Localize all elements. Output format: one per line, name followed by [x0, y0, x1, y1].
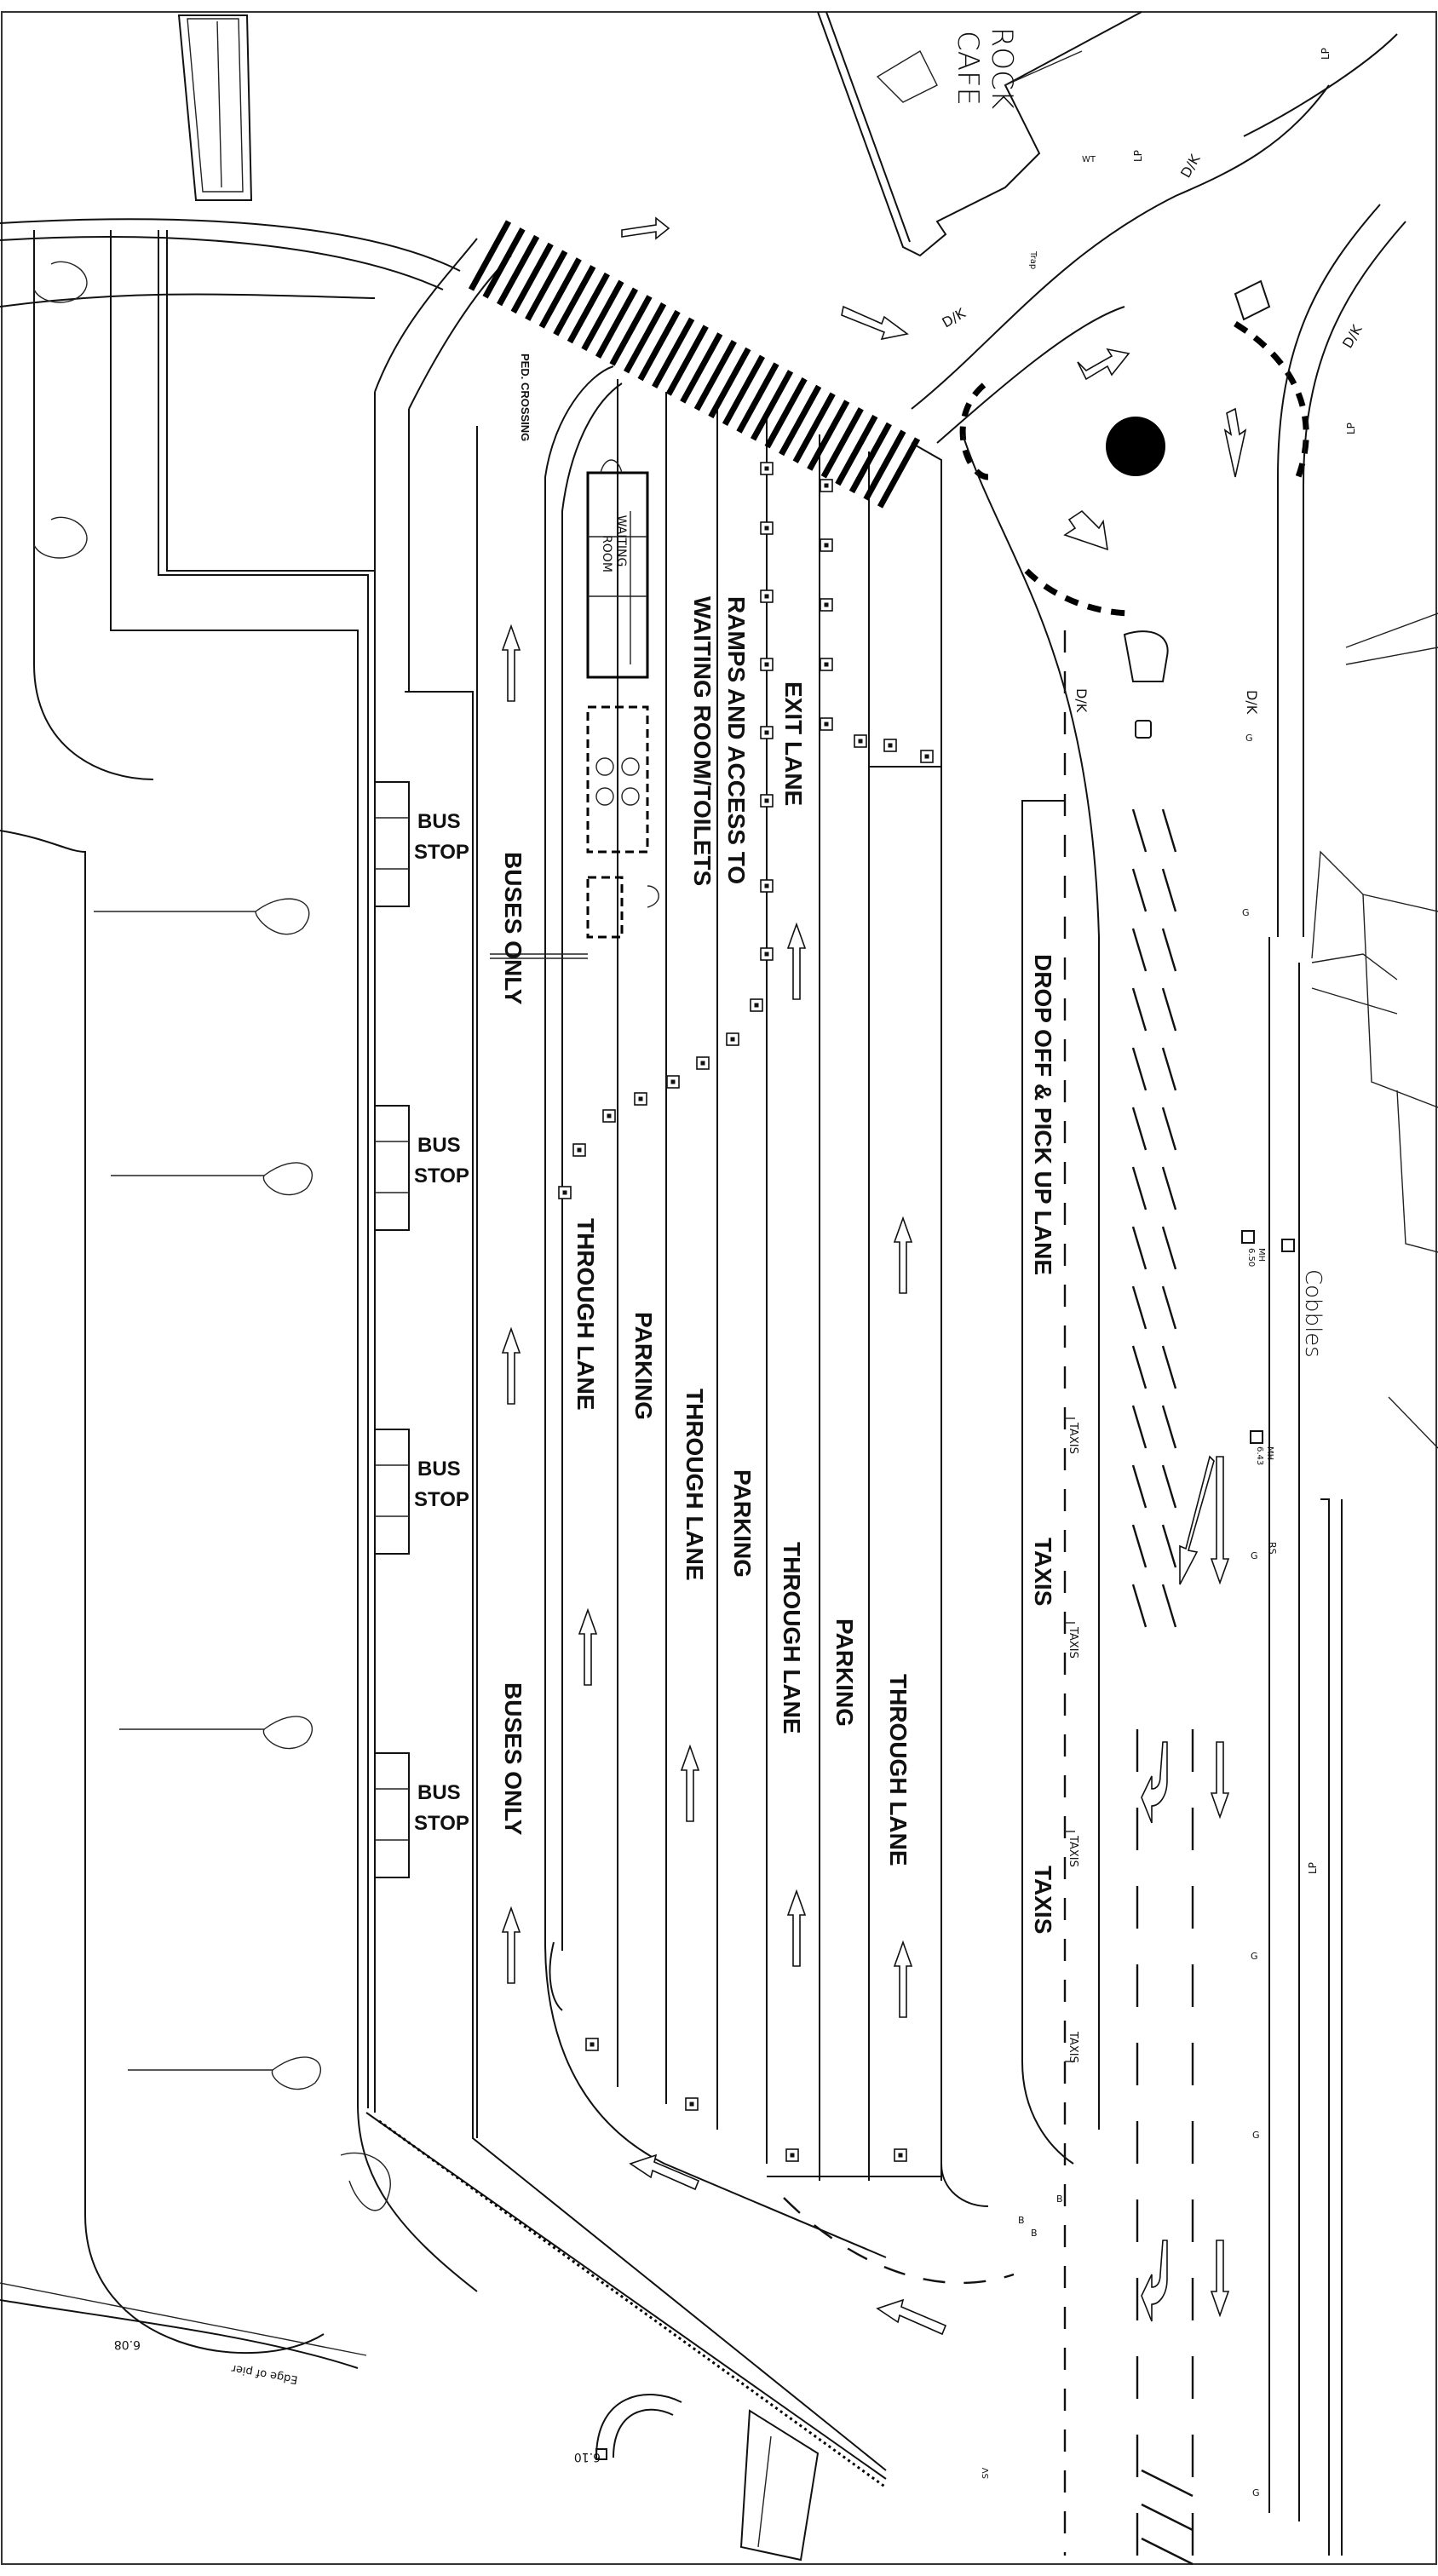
turn-arrow: [1142, 2240, 1167, 2321]
bollard-dot: [690, 2102, 694, 2107]
bus-stop-2-line2: STOP: [414, 1164, 469, 1187]
hatch-line: [1133, 1167, 1146, 1210]
traffic-arrow-down: [1211, 1742, 1228, 1817]
zebra-stripe: [710, 348, 748, 417]
bus-stop-1-line2: STOP: [414, 841, 469, 864]
bollard-dot: [859, 739, 863, 744]
bollard-dot: [755, 1003, 759, 1008]
zebra-stripe: [486, 229, 523, 297]
hatch-line: [1163, 929, 1176, 971]
bollard-dot: [899, 2153, 903, 2158]
zebra-stripe: [613, 296, 650, 365]
traffic-arrow-down: [1211, 1457, 1228, 1583]
g-label-2: G: [1242, 907, 1250, 918]
bollard-dot: [765, 799, 769, 803]
lane-arrow-up: [503, 1908, 520, 1983]
hatch-line: [1133, 1525, 1146, 1567]
bollard-dot: [563, 1191, 567, 1195]
g-label-1: G: [1245, 733, 1253, 744]
ramps-label-1: RAMPS AND ACCESS TO: [723, 596, 750, 885]
zebra-stripe: [499, 237, 537, 305]
waiting-room-label-1: WAITING: [614, 515, 628, 567]
dk-label-2: D/K: [1177, 152, 1204, 181]
drawing-frame: [2, 12, 1436, 2564]
bus-stop-1-line1: BUS: [417, 810, 461, 833]
through-lane-label-2: THROUGH LANE: [682, 1389, 708, 1581]
roundabout: [622, 34, 1406, 2130]
taxis-label-2: TAXIS: [1030, 1866, 1056, 1935]
lane-arrow-up: [894, 1942, 912, 2017]
hatch-line: [1133, 1107, 1146, 1150]
hatch-line: [1133, 1584, 1146, 1627]
hatch-line: [1163, 809, 1176, 852]
g-label-6: G: [1252, 2487, 1260, 2498]
lane-arrow-up: [503, 626, 520, 701]
bollard-dot: [607, 1114, 612, 1118]
ramps-label-2: WAITING ROOM/TOILETS: [689, 596, 716, 887]
hatch-line: [1163, 1048, 1176, 1090]
lane-arrow-up: [894, 1218, 912, 1293]
bus-lane-label-lower: BUSES ONLY: [500, 1682, 526, 1836]
hatch-line: [1133, 1465, 1146, 1508]
hatch-line: [1163, 1406, 1176, 1448]
roundabout-centre: [1106, 417, 1165, 476]
bus-stop-4-line1: BUS: [417, 1781, 461, 1804]
hatch-line: [1163, 1286, 1176, 1329]
taxis-small-1: TAXIS: [1067, 1423, 1079, 1454]
lp-label-2: LP: [1345, 423, 1357, 434]
right-roads: [1269, 613, 1438, 2556]
lane-arrow-up: [682, 1746, 699, 1821]
bollard-dot: [765, 952, 769, 957]
level-608: 6.08: [113, 2337, 141, 2351]
taxis-small-4: TAXIS: [1067, 2032, 1079, 2063]
zebra-stripe: [781, 386, 819, 454]
through-lane-label-3: THROUGH LANE: [779, 1542, 805, 1734]
bollard-dot: [825, 663, 829, 667]
bollard-dot: [639, 1097, 643, 1101]
zebra-stripe: [584, 281, 621, 349]
turn-arrow: [1142, 1742, 1167, 1823]
lp-label-1: LP: [1132, 150, 1144, 162]
hatch-line: [1133, 929, 1146, 971]
traffic-arrow-down: [1211, 2240, 1228, 2315]
bollard-dot: [825, 603, 829, 607]
bollard-dot: [825, 484, 829, 488]
lane-arrow-up: [579, 1610, 596, 1685]
diag-arrow: [630, 2155, 699, 2189]
zebra-stripe: [796, 394, 833, 462]
zebra-stripe: [739, 364, 776, 432]
hatch-line: [1133, 1286, 1146, 1329]
bollard-dot: [765, 595, 769, 599]
sv-label: SV: [981, 2467, 991, 2479]
rs-label: RS: [1267, 1542, 1278, 1555]
zebra-stripe: [852, 423, 889, 492]
hatch-line: [1133, 1406, 1146, 1448]
cobbles-label: Cobbles: [1300, 1269, 1326, 1358]
zebra-stripe: [514, 244, 551, 312]
diag-arrow: [877, 2300, 946, 2334]
parking-label-3: PARKING: [831, 1619, 858, 1728]
hatch-line: [1163, 869, 1176, 911]
bollard-dot: [590, 2043, 595, 2047]
dk-label-1: D/K: [939, 304, 969, 331]
mh-label-2a: MH: [1265, 1446, 1274, 1461]
edge-of-pier-label: Edge of pier: [230, 2361, 299, 2386]
zebra-stripe: [626, 304, 664, 372]
bollard-dot: [765, 467, 769, 471]
merge-arrow: [1180, 1457, 1214, 1584]
dk-label-5: D/K: [1244, 690, 1260, 715]
bollard-dot: [701, 1061, 705, 1066]
ped-crossing-label: PED. CROSSING: [519, 354, 532, 442]
bus-stop-4-line2: STOP: [414, 1812, 469, 1835]
cafe-label-line1: ROCK: [985, 26, 1019, 110]
pedestrian-crossing: [471, 221, 917, 507]
zebra-stripe: [824, 409, 861, 477]
g-label-3: G: [1251, 1550, 1258, 1561]
bus-stop-4: [414, 1781, 469, 1835]
dk-label-4: D/K: [1073, 688, 1090, 713]
parking-label-2: PARKING: [729, 1469, 756, 1578]
bollard-dot: [765, 526, 769, 531]
bus-stop-3: [414, 1458, 469, 1511]
hatch-line: [1142, 2470, 1193, 2496]
drop-off-hatching: [1133, 809, 1193, 2564]
lane-arrow-up: [788, 924, 805, 999]
lp-label-4: LP: [1320, 48, 1332, 60]
zebra-stripe: [669, 326, 706, 394]
parking-label-1: PARKING: [630, 1312, 657, 1421]
central-island: [545, 366, 1073, 2556]
hatch-line: [1133, 809, 1146, 852]
hatch-line: [1142, 2504, 1193, 2530]
bollard-dot: [765, 663, 769, 667]
lane-arrow-up: [503, 1329, 520, 1404]
trap-label: Trap: [1028, 251, 1038, 270]
dk-label-3: D/K: [1339, 322, 1366, 351]
hatch-line: [1142, 2539, 1193, 2564]
zebra-stripe: [880, 439, 917, 507]
g-label-5: G: [1252, 2130, 1260, 2141]
zebra-stripe: [527, 251, 565, 319]
level-610: 6.10: [573, 2450, 601, 2464]
b-label-2: B: [1018, 2215, 1025, 2226]
hatch-line: [1133, 1048, 1146, 1090]
through-lane-label-1: THROUGH LANE: [572, 1218, 599, 1411]
wt-label: WT: [1082, 155, 1096, 164]
zebra-stripe: [768, 379, 805, 447]
b-label-1: B: [1056, 2194, 1063, 2205]
bus-bay: [366, 239, 886, 2487]
zebra-stripe: [641, 312, 678, 380]
bollard-dot: [731, 1038, 735, 1042]
hatch-line: [1133, 988, 1146, 1031]
zebra-stripe: [725, 356, 762, 424]
taxis-small-3: TAXIS: [1067, 1836, 1079, 1867]
hatch-line: [1163, 988, 1176, 1031]
bus-stop-2: [414, 1134, 469, 1187]
zebra-stripe: [866, 431, 903, 499]
bus-lane-label-upper: BUSES ONLY: [500, 852, 526, 1005]
hatch-line: [1163, 1346, 1176, 1389]
hatch-line: [1163, 1584, 1176, 1627]
hatch-line: [1133, 1227, 1146, 1269]
bollard-dot: [578, 1148, 582, 1153]
cafe-label-line2: CAFE: [951, 30, 985, 106]
bus-stop-1: [414, 810, 469, 864]
hatch-line: [1163, 1167, 1176, 1210]
rock-cafe-building: [818, 12, 1142, 256]
zebra-stripe: [570, 274, 607, 342]
zebra-stripe: [697, 342, 734, 410]
zebra-stripe: [598, 289, 636, 357]
hatch-line: [1133, 869, 1146, 911]
hatch-line: [1163, 1525, 1176, 1567]
bollard-dot: [791, 2153, 795, 2158]
taxis-label-1: TAXIS: [1030, 1538, 1056, 1607]
hatch-line: [1163, 1465, 1176, 1508]
lane-arrow-up: [788, 1891, 805, 1966]
pier-bottom-feature: [596, 2395, 818, 2560]
bollard-dot: [765, 884, 769, 888]
hatch-line: [1133, 1346, 1146, 1389]
zebra-stripe: [654, 319, 692, 387]
hatch-line: [1163, 1107, 1176, 1150]
g-label-4: G: [1251, 1951, 1258, 1962]
zebra-stripe: [753, 371, 791, 440]
bollard-dot: [825, 543, 829, 548]
bollard-dot: [765, 731, 769, 735]
zebra-stripe: [682, 334, 720, 402]
bollard-dot: [889, 744, 893, 748]
taxis-small-2: TAXIS: [1067, 1627, 1079, 1659]
hatch-line: [1163, 1227, 1176, 1269]
zebra-stripe: [809, 401, 847, 469]
drop-off-label: DROP OFF & PICK UP LANE: [1030, 954, 1056, 1276]
b-label-3: B: [1031, 2228, 1038, 2239]
bus-stop-2-line1: BUS: [417, 1134, 461, 1157]
exit-lane-label: EXIT LANE: [780, 681, 807, 807]
mh-label-2b: 6.43: [1255, 1446, 1264, 1466]
pier-outline: [0, 15, 477, 2368]
mh-label-1a: MH: [1257, 1248, 1266, 1262]
waiting-room-label-2: ROOM: [600, 535, 613, 572]
bus-stop-3-line1: BUS: [417, 1458, 461, 1481]
bollard-dot: [925, 755, 929, 759]
lp-label-3: LP: [1307, 1862, 1319, 1874]
bollard-dot: [671, 1080, 676, 1084]
through-lane-label-4: THROUGH LANE: [885, 1674, 912, 1866]
right-carriageway: [1137, 1457, 1228, 2556]
zebra-stripe: [555, 267, 593, 335]
bus-stop-3-line2: STOP: [414, 1488, 469, 1511]
mh-label-1b: 6.50: [1246, 1248, 1256, 1268]
zebra-stripe: [542, 259, 579, 327]
bollard-dot: [825, 722, 829, 727]
